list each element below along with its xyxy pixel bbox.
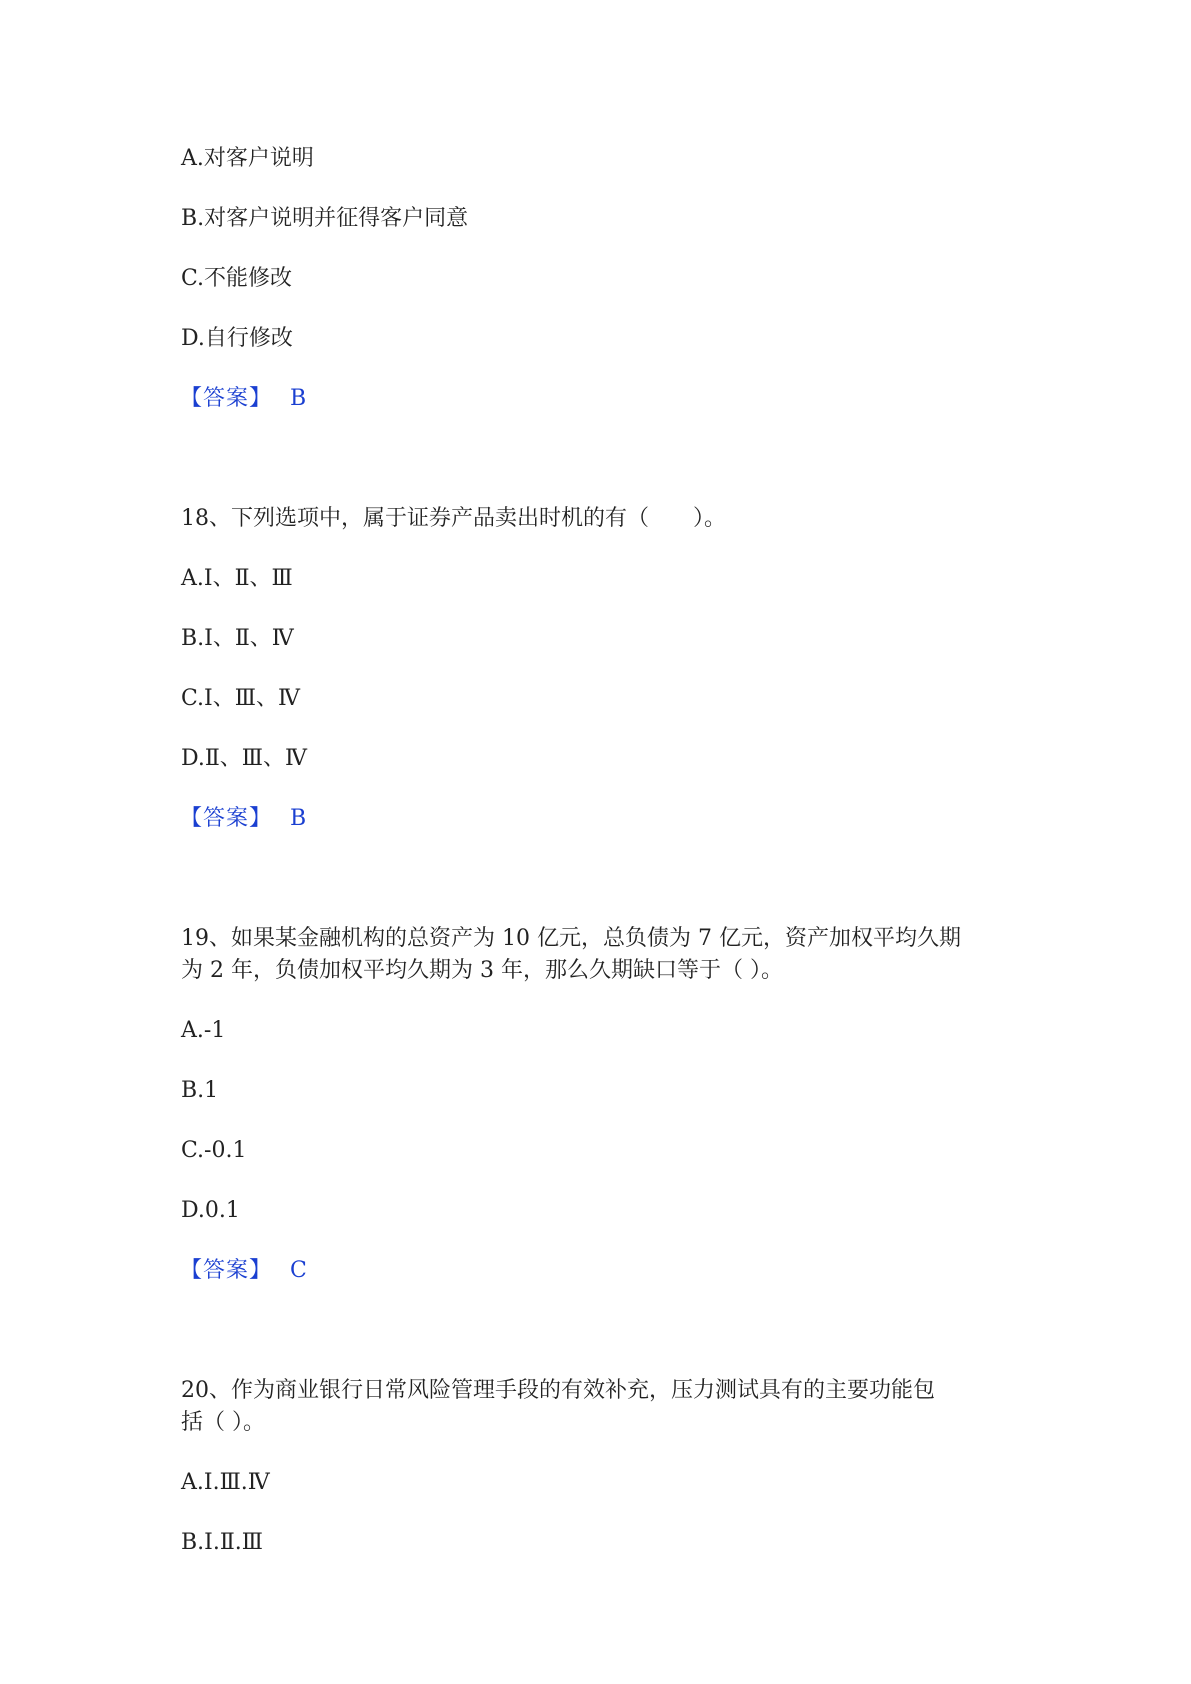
q20-question-line-2: 括（ ）。 xyxy=(181,1410,265,1435)
q20-question-line-1: 20、作为商业银行日常风险管理手段的有效补充，压力测试具有的主要功能包 xyxy=(181,1378,935,1403)
q19-question-line-1: 19、如果某金融机构的总资产为 10 亿元，总负债为 7 亿元，资产加权平均久期 xyxy=(181,926,961,951)
q20-option-a: A.Ⅰ.Ⅲ.Ⅳ xyxy=(181,1470,270,1495)
q18-option-d: D.Ⅱ、Ⅲ、Ⅳ xyxy=(181,746,307,771)
answer-label: 【答案】 xyxy=(180,1258,273,1283)
q18-answer xyxy=(180,803,306,835)
answer-label: 【答案】 xyxy=(180,386,273,411)
answer-value: B xyxy=(290,386,307,411)
q18-option-c: C.Ⅰ、Ⅲ、Ⅳ xyxy=(181,686,300,711)
q20-option-b: B.Ⅰ.Ⅱ.Ⅲ xyxy=(181,1530,264,1555)
q17-option-b: B.对客户说明并征得客户同意 xyxy=(181,206,469,231)
q18-option-b: B.Ⅰ、Ⅱ、Ⅳ xyxy=(181,626,294,651)
q17-answer xyxy=(180,383,306,415)
q19-answer xyxy=(180,1255,307,1287)
q19-option-a: A.-1 xyxy=(181,1018,226,1043)
answer-value: C xyxy=(290,1258,307,1283)
answer-label: 【答案】 xyxy=(180,806,273,831)
q18-question: 18、下列选项中，属于证券产品卖出时机的有（ ）。 xyxy=(181,506,726,531)
q17-option-a: A.对客户说明 xyxy=(181,146,314,171)
q19-option-b: B.1 xyxy=(181,1078,219,1103)
q19-question-line-2: 为 2 年，负债加权平均久期为 3 年，那么久期缺口等于（ ）。 xyxy=(181,958,783,983)
q19-option-d: D.0.1 xyxy=(181,1198,240,1223)
answer-value: B xyxy=(290,806,307,831)
q18-option-a: A.Ⅰ、Ⅱ、Ⅲ xyxy=(181,566,293,591)
q17-option-c: C.不能修改 xyxy=(181,266,293,291)
q19-option-c: C.-0.1 xyxy=(181,1138,247,1163)
q17-option-d: D.自行修改 xyxy=(181,326,293,351)
